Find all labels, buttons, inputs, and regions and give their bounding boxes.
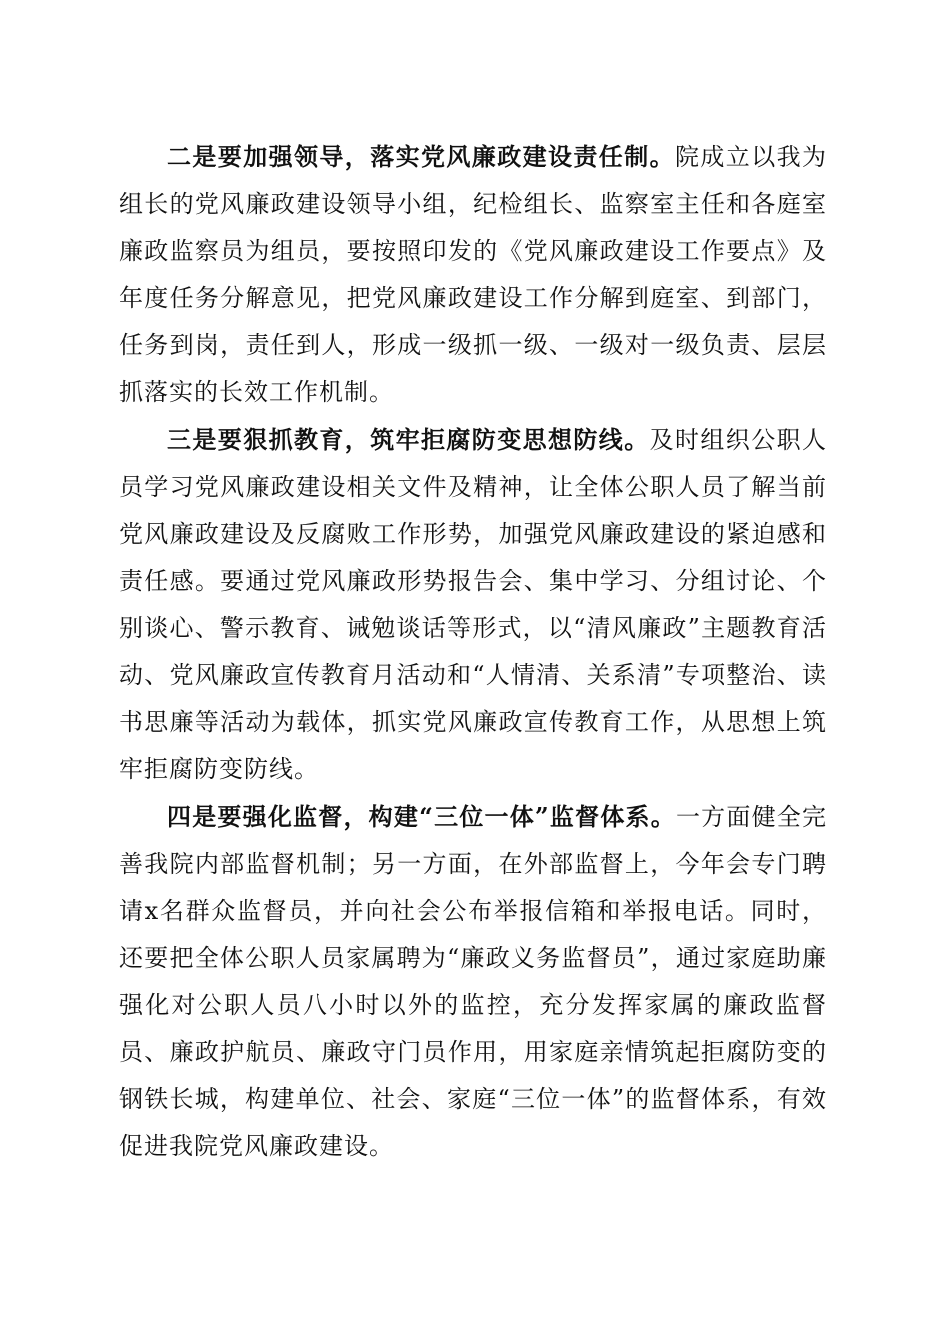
paragraph-leadership <box>119 133 827 416</box>
paragraph-heading: 二是要加强领导，落实党风廉政建设责任制。 <box>167 142 675 171</box>
paragraph-heading: 三是要狠抓教育，筑牢拒腐防变思想防线。 <box>167 425 650 454</box>
document-body <box>119 133 827 1170</box>
paragraph-text: 一方面健全完善我院内部监督机制；另一方面，在外部监督上，今年会专门聘请x名群众监督员，并向社会公布举报信箱和举报电话。同时，还要把全体公职人员家属聘为“廉政义务监督员”，通过家庭助廉强化对公职人员八小时以外的监控，充分发挥家属的廉政监督员、廉政护航员、廉政守门员作用，用家庭亲情筑起拒腐防变的钢铁长城，构建单位、社会、家庭“三位一体”的监督体系，有效促进我院党风廉政建设。 <box>119 803 828 1160</box>
paragraph-education <box>119 416 827 793</box>
paragraph-supervision <box>119 793 827 1170</box>
paragraph-text: 院成立以我为组长的党风廉政建设领导小组，纪检组长、监察室主任和各庭室廉政监察员为组员，要按照印发的《党风廉政建设工作要点》及年度任务分解意见，把党风廉政建设工作分解到庭室、到部门，任务到岗，责任到人，形成一级抓一级、一级对一级负责、层层抓落实的长效工作机制。 <box>119 143 827 406</box>
paragraph-text: 及时组织公职人员学习党风廉政建设相关文件及精神，让全体公职人员了解当前党风廉政建设及反腐败工作形势，加强党风廉政建设的紧迫感和责任感。要通过党风廉政形势报告会、集中学习、分组讨论、个别谈心、警示教育、诫勉谈话等形式，以“清风廉政”主题教育活动、党风廉政宣传教育月活动和“人情清、关系清”专项整治、读书思廉等活动为载体，抓实党风廉政宣传教育工作，从思想上筑牢拒腐防变防线。 <box>119 426 828 783</box>
paragraph-heading: 四是要强化监督，构建“三位一体”监督体系。 <box>167 802 676 831</box>
